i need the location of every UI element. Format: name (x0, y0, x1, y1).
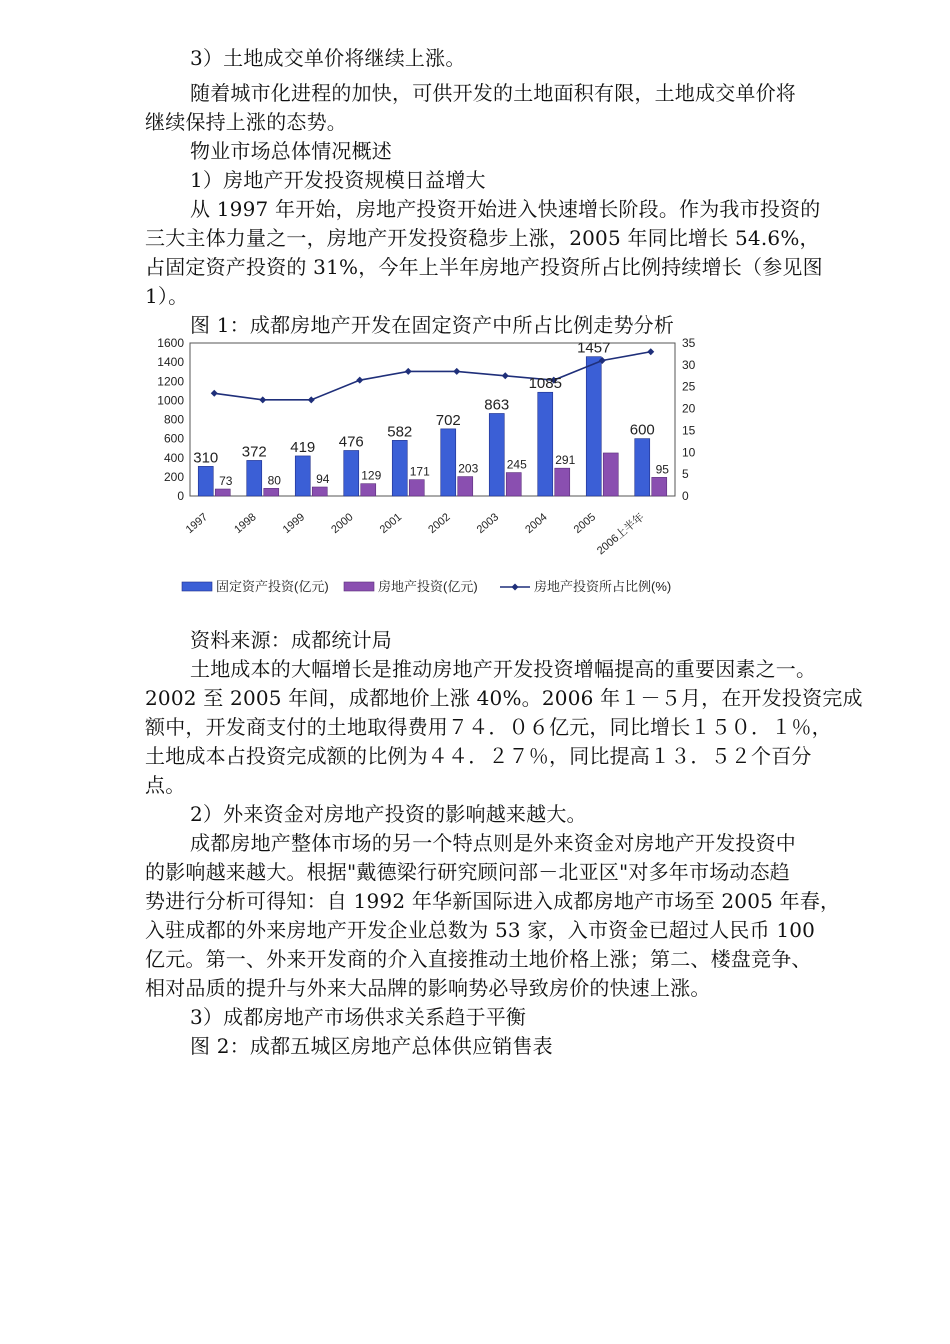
x-axis-tick: 2001 (377, 511, 405, 537)
x-axis-tick: 2002 (426, 511, 453, 537)
data-label-fixed-asset: 1085 (528, 375, 562, 393)
plot-frame (190, 343, 675, 496)
text-line: 入驻成都的外来房地产开发企业总数为 53 家，入市资金已超过人民币 100 (145, 918, 816, 942)
text-line: 的影响越来越大。根据"戴德梁行研究顾问部－北亚区"对多年市场动态趋 (145, 860, 790, 884)
right-axis-tick: 20 (682, 401, 696, 416)
data-label-fixed-asset: 372 (241, 443, 267, 461)
source-note: 资料来源：成都统计局 (190, 628, 392, 652)
data-label-fixed-asset: 600 (629, 421, 655, 439)
legend-label-ratio: 房地产投资所占比例(%) (534, 579, 672, 594)
left-axis-tick: 400 (163, 450, 184, 465)
subsection-heading: 2）外来资金对房地产投资的影响越来越大。 (190, 802, 587, 826)
text-line: 额中，开发商支付的土地取得费用７４．０６亿元，同比增长１５０．１％， (145, 715, 832, 739)
bar-real-estate-investment (361, 484, 376, 496)
left-axis-tick: 200 (163, 469, 184, 484)
ratio-line (214, 352, 651, 400)
x-axis-tick: 2006上半年 (594, 511, 647, 558)
left-axis-tick: 600 (163, 431, 184, 446)
data-label-real-estate: 95 (655, 462, 669, 477)
x-axis-tick: 2003 (474, 511, 502, 537)
bar-real-estate-investment (458, 477, 473, 496)
right-axis-tick: 30 (682, 357, 696, 372)
bar-fixed-asset-investment (198, 466, 213, 496)
text-line: 成都房地产整体市场的另一个特点则是外来资金对房地产开发投资中 (190, 831, 796, 855)
ratio-point (259, 396, 266, 403)
data-label-real-estate: 203 (458, 461, 479, 476)
text-line: 土地成本占投资完成额的比例为４４．２７％，同比提高１３．５２个百分 (145, 744, 812, 768)
data-label-real-estate: 73 (219, 474, 233, 489)
data-label-fixed-asset: 310 (193, 449, 219, 467)
right-axis-tick: 35 (682, 336, 696, 350)
data-label-fixed-asset: 1457 (577, 339, 611, 357)
right-axis-tick: 25 (682, 379, 696, 394)
legend-swatch-fixed-asset (182, 582, 212, 591)
bar-real-estate-investment (264, 488, 279, 496)
legend-label-fixed-asset: 固定资产投资(亿元) (216, 579, 329, 594)
bar-fixed-asset-investment (441, 429, 456, 496)
bar-fixed-asset-investment (295, 456, 310, 496)
bar-real-estate-investment (652, 477, 667, 496)
text-line: 从 1997 年开始，房地产投资开始进入快速增长阶段。作为我市投资的 (190, 197, 821, 221)
text-line: 占固定资产投资的 31%，今年上半年房地产投资所占比例持续增长（参见图 (145, 255, 823, 279)
section-heading: 物业市场总体情况概述 (190, 139, 392, 163)
x-axis-tick: 1999 (280, 511, 308, 537)
right-axis-tick: 0 (682, 489, 689, 503)
text-line: 3）土地成交单价将继续上涨。 (190, 46, 466, 70)
data-label-real-estate: 171 (409, 464, 430, 479)
ratio-point (405, 368, 412, 375)
legend-swatch-real-estate (344, 582, 374, 591)
data-label-fixed-asset: 476 (338, 433, 364, 451)
left-axis-tick: 1000 (157, 393, 184, 408)
bar-fixed-asset-investment (392, 440, 407, 496)
left-axis-tick: 1400 (157, 355, 184, 370)
bar-fixed-asset-investment (538, 392, 553, 496)
data-label-fixed-asset: 863 (484, 396, 510, 414)
ratio-point (356, 377, 363, 384)
bar-real-estate-investment (603, 453, 618, 496)
text-line: 三大主体力量之一，房地产开发投资稳步上涨，2005 年同比增长 54.6%， (145, 226, 820, 250)
combo-chart (150, 333, 730, 608)
bar-real-estate-investment (555, 468, 570, 496)
text-line: 继续保持上涨的态势。 (145, 110, 347, 134)
data-label-real-estate: 80 (267, 473, 281, 488)
x-axis-tick: 1997 (183, 511, 211, 537)
ratio-point (453, 368, 460, 375)
right-axis-tick: 10 (682, 445, 696, 460)
bar-fixed-asset-investment (489, 413, 504, 496)
text-line: 亿元。第一、外来开发商的介入直接推动土地价格上涨；第二、楼盘竞争、 (145, 947, 812, 971)
text-line: 势进行分析可得知：自 1992 年华新国际进入成都房地产市场至 2005 年春， (145, 889, 841, 913)
text-line: 点。 (145, 773, 186, 797)
x-axis-tick: 2004 (523, 511, 550, 537)
right-axis-tick: 5 (682, 467, 689, 482)
data-label-real-estate: 291 (555, 453, 576, 468)
ratio-point (211, 390, 218, 397)
text-line: 1）。 (145, 284, 189, 308)
left-axis-tick: 1200 (157, 374, 184, 389)
bar-fixed-asset-investment (635, 439, 650, 496)
bar-fixed-asset-investment (247, 460, 262, 496)
figure-caption: 图 2：成都五城区房地产总体供应销售表 (190, 1034, 553, 1058)
chart-axes (157, 336, 695, 557)
subsection-heading: 1）房地产开发投资规模日益增大 (190, 168, 486, 192)
ratio-point (647, 348, 654, 355)
text-line: 随着城市化进程的加快，可供开发的土地面积有限，土地成交单价将 (190, 81, 796, 105)
text-line: 土地成本的大幅增长是推动房地产开发投资增幅提高的重要因素之一。 (190, 657, 817, 681)
ratio-point (502, 372, 509, 379)
legend-label-real-estate: 房地产投资(亿元) (378, 579, 478, 594)
chart-legend (182, 579, 671, 594)
text-line: 相对品质的提升与外来大品牌的影响势必导致房价的快速上涨。 (145, 976, 711, 1000)
data-label-real-estate: 245 (506, 457, 527, 472)
x-axis-tick: 1998 (232, 511, 259, 537)
data-label-real-estate: 94 (316, 472, 330, 487)
bar-real-estate-investment (506, 473, 521, 496)
text-line: 2002 至 2005 年间，成都地价上涨 40%。2006 年１－５月，在开发投资完成 (145, 686, 863, 710)
left-axis-tick: 1600 (157, 336, 184, 350)
data-label-fixed-asset: 582 (387, 423, 413, 441)
bar-real-estate-investment (409, 480, 424, 496)
bar-fixed-asset-investment (344, 450, 359, 496)
x-axis-tick: 2005 (571, 511, 599, 537)
data-label-real-estate: 129 (361, 468, 382, 483)
subsection-heading: 3）成都房地产市场供求关系趋于平衡 (190, 1005, 527, 1029)
data-label-fixed-asset: 419 (290, 438, 316, 456)
figure-caption: 图 1：成都房地产开发在固定资产中所占比例走势分析 (190, 313, 675, 337)
bar-real-estate-investment (312, 487, 327, 496)
legend-marker-ratio (512, 584, 519, 591)
ratio-point (308, 396, 315, 403)
left-axis-tick: 0 (177, 489, 184, 503)
left-axis-tick: 800 (163, 412, 184, 427)
right-axis-tick: 15 (682, 423, 696, 438)
data-label-fixed-asset: 702 (435, 411, 461, 429)
bar-fixed-asset-investment (586, 357, 601, 496)
x-axis-tick: 2000 (329, 511, 356, 537)
bar-real-estate-investment (215, 489, 230, 496)
